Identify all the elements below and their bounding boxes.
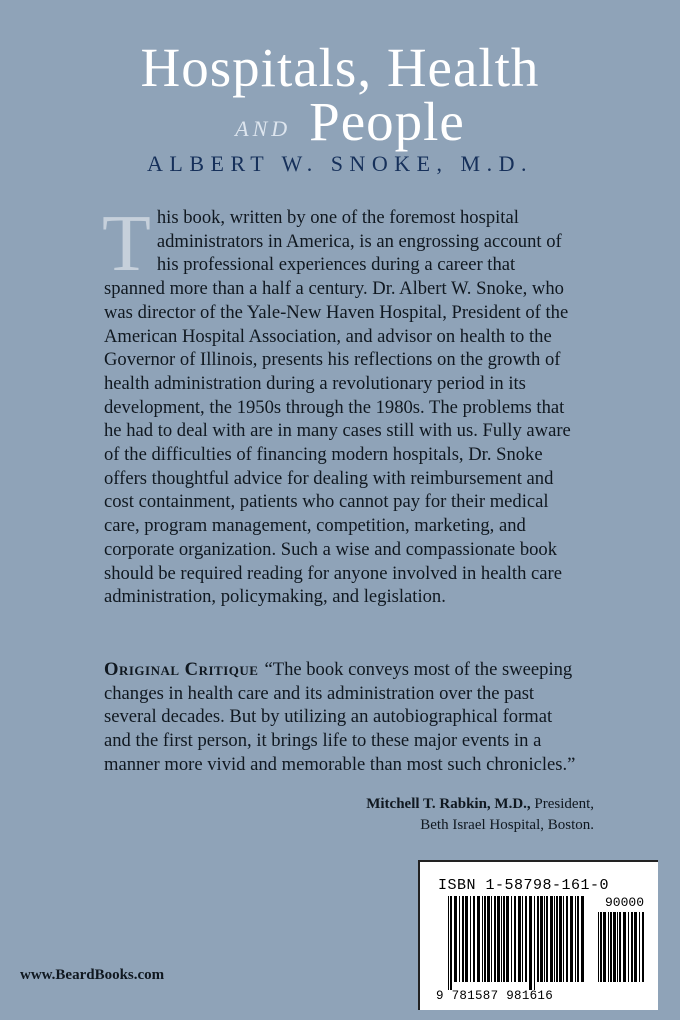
barcode-bar: [556, 896, 558, 982]
barcode-bar: [631, 912, 633, 982]
barcode-bar: [570, 896, 573, 982]
barcode-bar: [503, 896, 505, 982]
barcode-bar: [559, 896, 562, 982]
barcode-bar: [506, 896, 509, 982]
title-conjunction: AND: [235, 116, 292, 141]
barcode-bar: [544, 896, 545, 982]
reviewer-organization: Beth Israel Hospital, Boston.: [420, 817, 594, 833]
barcode-bar: [617, 912, 618, 982]
barcode-bar: [581, 896, 584, 982]
critique-attribution: [366, 794, 594, 836]
author-name: ALBERT W. SNOKE, M.D.: [147, 151, 533, 176]
isbn-number: ISBN 1-58798-161-0: [438, 877, 610, 894]
barcode-bar: [546, 896, 548, 982]
barcode-bar: [465, 896, 468, 982]
barcode-bar: [514, 896, 516, 982]
barcode-bar: [491, 896, 492, 982]
barcode-panel: [418, 860, 658, 1010]
barcode-bar: [613, 912, 616, 982]
barcode-bar: [600, 912, 602, 982]
barcode-bar: [623, 912, 626, 982]
description-text: his book, written by one of the foremost hospital administrators in America, is an engrossing account of his professional experiences during a career that spanned more than a half a century. Dr. Albert W. Snoke, who was director of the Yale-New Haven Hospital, President of the American Hospital Association, and advisor on health to the Governor of Illinois, presents his reflections on the growth of health administration during a revolutionary period in its development, the 1950s through the 1980s. The problems that he had to deal with are in many cases still with us. Fully aware of the difficulties of financing modern hospitals, Dr. Snoke offers thoughtful advice for dealing with reimbursement and cost containment, patients who cannot pay for their medical care, program management, competition, marketing, and corporate organization. Such a wise and compassionate book should be required reading for anyone involved in health care administration, policymaking, and legislation.: [104, 207, 571, 608]
barcode-bar: [540, 896, 543, 982]
drop-cap-letter: T: [102, 200, 151, 288]
critique-section: [104, 658, 578, 777]
barcode-bar: [518, 896, 521, 982]
barcode-bar: [610, 912, 612, 982]
publisher-website[interactable]: www.BeardBooks.com: [20, 967, 165, 983]
book-title-line-2: [20, 91, 680, 152]
barcode-bar: [537, 896, 539, 982]
barcode-bar: [522, 896, 523, 982]
barcode-bar: [628, 912, 629, 982]
reviewer-name: Mitchell T. Rabkin, M.D.,: [366, 796, 531, 812]
barcode-bar: [563, 896, 564, 982]
title-part-1: Hospitals, Health: [140, 37, 540, 98]
barcode-bar: [487, 896, 490, 982]
title-part-2: People: [309, 91, 465, 152]
barcode-bar: [603, 912, 606, 982]
barcode-bar: [511, 896, 512, 982]
barcode-bar: [534, 896, 535, 990]
barcode-bar: [459, 896, 460, 982]
price-addon-barcode: [598, 912, 648, 990]
ean-digits: 9 781587 981616: [436, 989, 554, 1003]
barcode-bar: [642, 912, 644, 982]
barcode-bar: [554, 896, 555, 982]
barcode-bar: [566, 896, 568, 982]
barcode-bar: [501, 896, 502, 982]
barcode-bar: [473, 896, 475, 982]
barcode-bar: [454, 896, 457, 982]
ean-barcode: [448, 896, 584, 990]
barcode-bar: [484, 896, 486, 982]
critique-label: Original Critique: [104, 659, 259, 680]
barcode-bar: [575, 896, 576, 982]
book-title-line-1: [0, 37, 680, 98]
critique-quote: “The book conveys most of the sweeping changes in health care and its administration over the past several decades. But by utilizing an autobiographical format and the first person, it brings life to these major events in a manner more vivid and memorable than most such chronicles.”: [104, 659, 576, 775]
barcode-bar: [619, 912, 621, 982]
barcode-bar: [497, 896, 500, 982]
barcode-bar: [608, 912, 609, 982]
reviewer-line: [366, 794, 594, 815]
barcode-bar: [577, 896, 579, 982]
barcode-bar: [482, 896, 483, 982]
barcode-bar: [639, 912, 640, 982]
barcode-bar: [470, 896, 471, 982]
barcode-bar: [450, 896, 452, 990]
barcode-bar: [550, 896, 553, 982]
price-code: 90000: [604, 895, 644, 910]
barcode-bar: [525, 896, 527, 982]
reviewer-title: President,: [534, 796, 594, 812]
barcode-bar: [462, 896, 464, 982]
barcode-bar: [477, 896, 480, 982]
book-description: [102, 200, 578, 609]
barcode-bar: [494, 896, 496, 982]
barcode-bar: [598, 912, 599, 982]
barcode-bar: [448, 896, 449, 990]
barcode-bar: [634, 912, 637, 982]
barcode-bar: [529, 896, 532, 990]
